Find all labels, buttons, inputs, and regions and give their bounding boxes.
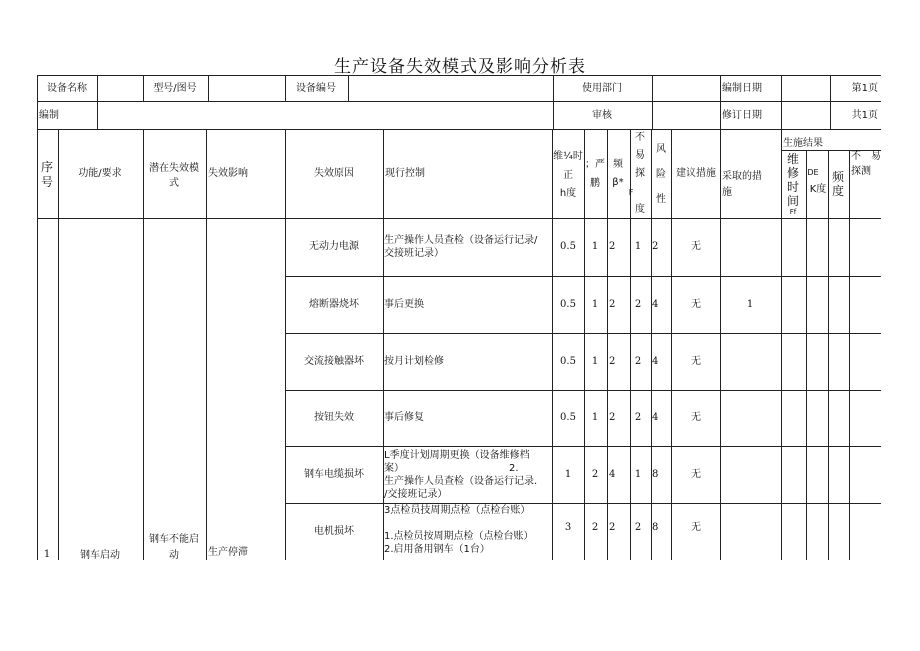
col-det-c: 探	[635, 168, 645, 179]
dept-label: 使用部门	[582, 83, 622, 94]
row-cause: 交流接触器坏	[304, 355, 364, 367]
rule-v	[651, 129, 652, 560]
row-cause: 熔断器烧坏	[309, 298, 359, 310]
row-control-line: 生产操作人员查检（设备运行记录.	[384, 475, 538, 487]
row-val-b: 2	[591, 522, 599, 533]
row-val-c: 2	[609, 241, 616, 252]
col-after-group: 生施结果	[783, 138, 823, 149]
row-val-e: 2	[652, 241, 659, 252]
col-mode: 潜在失效模式	[149, 163, 199, 189]
page-label: 第1页	[851, 83, 878, 94]
col-taken-b: 施	[722, 187, 732, 198]
rule-v	[37, 129, 38, 560]
row-cause: 电机损坏	[314, 525, 354, 537]
row-val-b: 1	[591, 298, 599, 310]
rule-v	[720, 129, 721, 560]
row-val-d: 1	[634, 241, 642, 252]
col-repair-sub: Ff	[789, 208, 797, 216]
device-name-label: 设备名称	[47, 83, 87, 94]
review-label: 审核	[592, 110, 612, 121]
row-val-a: 1	[564, 468, 572, 480]
row-suggest: 无	[691, 355, 701, 367]
rule-v	[781, 101, 782, 129]
row-control-line: 交接班记录）	[384, 248, 444, 259]
row-val-d: 2	[634, 522, 642, 533]
col-det-a: 不	[635, 132, 645, 143]
row-control-line: 按月计划检修	[384, 355, 444, 367]
rule-v	[285, 75, 286, 101]
rule-v	[584, 129, 585, 560]
row-val-e: 8	[652, 468, 659, 480]
device-no-label: 设备编号	[296, 83, 336, 94]
col-sev2-b: 鹏	[590, 178, 600, 189]
row-control-line: 事后修复	[384, 412, 424, 423]
col-function: 功能/要求	[78, 168, 122, 179]
rule-v	[552, 129, 553, 560]
row-val-c: 2	[609, 355, 616, 367]
rule-v	[720, 75, 721, 101]
row-val-a: 0.5	[560, 298, 576, 310]
rule-h	[37, 129, 881, 130]
col-de-b: K度	[809, 184, 827, 195]
row-val-d: 2	[634, 412, 642, 423]
rule-v	[849, 150, 850, 560]
rule-v	[58, 129, 59, 560]
date-label: 编制日期	[722, 83, 762, 94]
col-effect: 失效影响	[208, 168, 248, 179]
col-det-b: 易	[635, 150, 645, 161]
rule-v	[143, 129, 144, 560]
rule-v	[806, 150, 807, 560]
col-risk-c: 性	[656, 194, 666, 205]
row-control-line: 生产操作人员查检（设备运行记录/	[384, 235, 538, 246]
rule-h	[285, 446, 881, 447]
group-function: 钢车启动	[80, 550, 120, 561]
row-cause: 按钮失效	[314, 412, 354, 423]
rule-v	[652, 101, 653, 129]
col-sev-a: 维¼时	[553, 151, 583, 162]
row-suggest: 无	[691, 522, 701, 533]
col-occ-b: β*	[612, 177, 624, 188]
col-suggest: 建议措施	[676, 168, 716, 179]
row-val-a: 0.5	[560, 355, 576, 367]
row-val-c: 2	[609, 522, 616, 533]
group-effect: 生产停滞	[208, 547, 248, 558]
row-val-c: 4	[609, 468, 616, 480]
row-cause: 无动力电源	[309, 241, 359, 252]
model-label: 型号/图号	[153, 83, 197, 94]
col-risk-a: 风	[656, 144, 666, 155]
col-risk-b: 险	[656, 169, 666, 180]
rule-v	[285, 129, 286, 560]
row-val-d: 1	[634, 468, 642, 480]
rule-h	[37, 218, 881, 219]
total-label: 共1页	[851, 110, 878, 121]
rule-v	[553, 101, 554, 129]
row-val-e: 8	[652, 522, 659, 533]
col-freq-after: 频度	[832, 170, 845, 198]
rule-v	[97, 75, 98, 101]
row-val-b: 1	[591, 241, 599, 252]
row-val-b: 1	[591, 412, 599, 423]
group-mode: 钢车不能启动	[149, 534, 199, 561]
row-suggest: 无	[691, 412, 701, 423]
row-control-line: 1.点检员按周期点检（点检台账）	[384, 531, 534, 542]
row-val-e: 4	[652, 412, 659, 423]
row-taken: 1	[746, 298, 754, 310]
rule-v	[348, 75, 349, 101]
col-sev-b: 正	[563, 170, 573, 181]
row-control-line: 事后更换	[384, 298, 424, 310]
row-control-line: L季度计划周期更换（设备维修档	[384, 449, 530, 461]
row-control-line: 2.启用备用钢车（1台）	[384, 544, 490, 555]
row-val-a: 0.5	[560, 412, 576, 423]
rule-v	[208, 75, 209, 101]
rule-h	[285, 333, 881, 334]
col-det-d: 度	[635, 204, 645, 215]
rule-h	[285, 276, 881, 277]
rule-v	[607, 129, 608, 560]
col-occ-c: F	[628, 188, 634, 197]
col-sev-c: h度	[559, 188, 577, 199]
row-suggest: 无	[691, 241, 701, 252]
col-de-a: DE	[807, 168, 819, 177]
rule-v	[206, 129, 207, 560]
row-val-a: 0.5	[560, 241, 576, 252]
rule-h	[37, 75, 881, 76]
col-control: 现行控制	[385, 168, 425, 179]
author-label: 编制	[39, 110, 59, 121]
row-val-d: 2	[634, 298, 642, 310]
col-sev2-a: ；严	[585, 159, 605, 170]
row-val-b: 1	[591, 355, 599, 367]
rule-v	[37, 101, 38, 129]
rule-v	[720, 101, 721, 129]
col-repair: 维修时间	[787, 152, 800, 208]
row-control-line: /交接班记录）	[384, 488, 448, 500]
rule-h	[285, 503, 881, 504]
rule-v	[97, 101, 98, 129]
col-det-after-b: 探测	[851, 166, 871, 177]
row-val-e: 4	[652, 298, 659, 310]
row-val-c: 2	[609, 298, 616, 310]
col-seq: 序号	[41, 160, 54, 189]
rule-v	[671, 129, 672, 560]
row-suggest: 无	[691, 468, 701, 480]
rule-v	[828, 150, 829, 560]
col-det-after-a: 不 易	[851, 151, 881, 162]
row-cause: 钢车电缆损坏	[304, 468, 364, 480]
row-control-line: 案） 2.	[384, 462, 519, 474]
row-val-a: 3	[564, 522, 572, 533]
rule-v	[830, 101, 831, 129]
rule-h	[37, 101, 881, 102]
page-title: 生产设备失效模式及影响分析表	[334, 57, 586, 77]
rule-v	[553, 75, 554, 101]
row-val-d: 2	[634, 355, 642, 367]
rule-v	[143, 75, 144, 101]
rev-date-label: 修订日期	[722, 110, 762, 121]
row-val-c: 2	[609, 412, 616, 423]
rule-v	[652, 75, 653, 101]
rule-v	[781, 75, 782, 101]
row-suggest: 无	[691, 298, 701, 310]
col-occ-a: 频	[613, 159, 623, 170]
group-seq: 1	[43, 549, 51, 560]
rule-v	[781, 129, 782, 560]
rule-v	[830, 75, 831, 101]
rule-v	[37, 75, 38, 101]
row-control-line: 3点检员技周期点检（点检台账）	[384, 505, 531, 516]
col-cause: 失效原因	[314, 168, 354, 179]
row-val-b: 2	[591, 468, 599, 480]
row-val-e: 4	[652, 355, 659, 367]
rule-h	[285, 390, 881, 391]
col-taken-a: 采取的措	[722, 171, 762, 182]
